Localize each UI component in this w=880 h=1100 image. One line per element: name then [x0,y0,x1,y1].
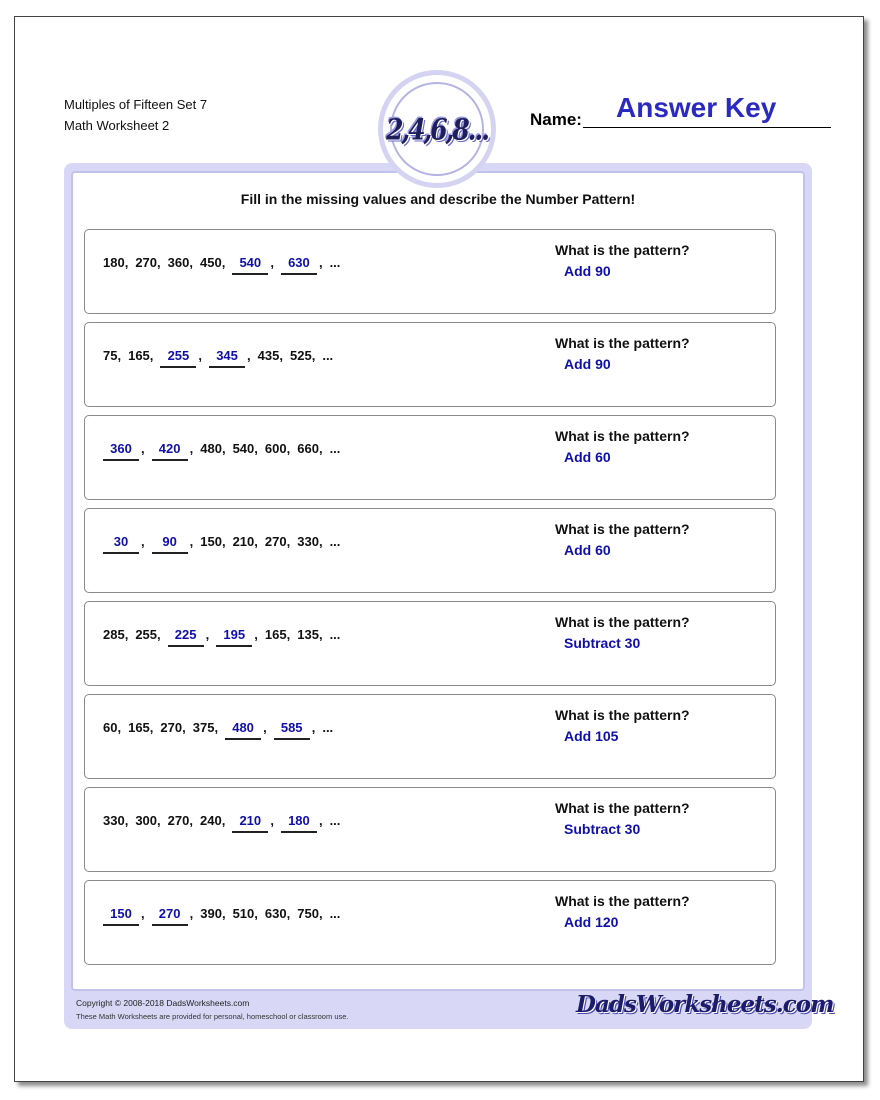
comma-separator: , [254,906,258,921]
comma-separator: , [247,348,251,363]
answer-blank[interactable]: 345 [209,348,245,368]
sequence-term: 390 [200,906,222,921]
comma-separator: , [318,627,323,642]
sequence-term: 165 [264,627,287,642]
pattern-question: What is the pattern? [555,242,690,258]
comma-separator: , [157,813,161,828]
sequence-term: ... [329,906,341,921]
sequence-term: 210 [232,534,255,549]
pattern-answer[interactable]: Add 90 [564,263,611,279]
sequence-term: 270 [135,255,158,270]
sequence-term: 375 [192,720,215,735]
comma-separator: , [270,255,274,270]
pattern-answer[interactable]: Subtract 30 [564,821,641,837]
comma-separator: , [117,348,122,363]
logo-text: 2,4,6,8... [386,112,488,146]
worksheet-subtitle: Math Worksheet 2 [64,118,170,133]
comma-separator: , [149,348,154,363]
problem-box [84,694,776,779]
comma-separator: , [318,441,323,456]
number-sequence [103,255,340,275]
sequence-term: 510 [232,906,255,921]
answer-blank[interactable]: 180 [281,813,317,833]
comma-separator: , [124,627,129,642]
comma-separator: , [318,813,323,828]
answer-blank[interactable]: 150 [103,906,139,926]
comma-separator: , [263,720,267,735]
sequence-term: 630 [264,906,287,921]
pattern-answer[interactable]: Add 60 [564,449,611,465]
comma-separator: , [149,720,154,735]
sequence-term: 330 [297,534,319,549]
comma-separator: , [318,906,323,921]
sequence-term: 150 [200,534,222,549]
comma-separator: , [221,441,226,456]
pattern-question: What is the pattern? [555,335,690,351]
problem-box [84,787,776,872]
sequence-term: ... [329,441,341,456]
answer-blank[interactable]: 630 [281,255,317,275]
instructions: Fill in the missing values and describe the Number Pattern! [240,191,636,207]
comma-separator: , [221,813,226,828]
comma-separator: , [221,906,226,921]
answer-blank[interactable]: 195 [216,627,252,647]
answer-blank[interactable]: 480 [225,720,261,740]
sequence-term: 135 [297,627,319,642]
pattern-answer[interactable]: Add 60 [564,542,611,558]
comma-separator: , [279,348,283,363]
answer-blank[interactable]: 255 [160,348,196,368]
comma-separator: , [311,348,316,363]
sequence-term: 480 [200,441,222,456]
comma-separator: , [157,255,161,270]
pattern-question: What is the pattern? [555,428,690,444]
number-sequence [103,720,333,740]
sequence-term: 255 [135,627,158,642]
sequence-term: 540 [232,441,255,456]
sequence-term: 60 [103,720,118,735]
number-sequence [103,348,333,368]
sequence-term: ... [322,348,334,363]
pattern-question: What is the pattern? [555,614,690,630]
sequence-term: 450 [199,255,222,270]
answer-key-text: Answer Key [616,92,777,123]
sequence-term: 600 [264,441,287,456]
sequence-term: 270 [167,813,190,828]
problem-box [84,229,776,314]
comma-separator: , [189,906,194,921]
pattern-question: What is the pattern? [555,893,690,909]
sequence-term: ... [329,627,341,642]
comma-separator: , [286,906,291,921]
answer-blank[interactable]: 420 [152,441,188,461]
answer-blank[interactable]: 540 [232,255,268,275]
sequence-term: 300 [135,813,158,828]
sequence-term: 240 [199,813,222,828]
comma-separator: , [124,813,129,828]
comma-separator: , [286,627,291,642]
problem-box [84,415,776,500]
comma-separator: , [270,813,274,828]
answer-blank[interactable]: 360 [103,441,139,461]
sequence-term: 660 [297,441,319,456]
sequence-term: 330 [103,813,125,828]
comma-separator: , [117,720,122,735]
comma-separator: , [189,255,193,270]
sequence-term: ... [329,534,341,549]
comma-separator: , [157,627,161,642]
sequence-term: 750 [297,906,319,921]
sequence-term: 285 [103,627,125,642]
comma-separator: , [124,255,129,270]
sequence-term: ... [322,720,334,735]
comma-separator: , [286,534,291,549]
comma-separator: , [254,627,258,642]
comma-separator: , [254,441,258,456]
sequence-term: 165 [128,720,150,735]
pattern-answer[interactable]: Add 105 [564,728,619,744]
worksheet-title: Multiples of Fifteen Set 7 [64,97,208,112]
comma-separator: , [141,441,145,456]
comma-separator: , [311,720,316,735]
number-sequence [103,534,340,554]
answer-blank[interactable]: 90 [152,534,188,554]
name-line [583,127,831,128]
copyright-text: Copyright © 2008-2018 DadsWorksheets.com [76,998,250,1008]
comma-separator: , [189,534,194,549]
problem-box [84,601,776,686]
sequence-term: 165 [128,348,150,363]
answer-blank[interactable]: 30 [103,534,139,554]
answer-blank[interactable]: 270 [152,906,188,926]
pattern-answer[interactable]: Add 90 [564,356,611,372]
sequence-term: ... [329,255,341,270]
answer-blank[interactable]: 585 [274,720,310,740]
comma-separator: , [254,534,258,549]
sequence-term: 435 [257,348,280,363]
number-sequence [103,627,340,647]
name-label: Name: [530,110,582,129]
sequence-term: 360 [167,255,190,270]
number-sequence [103,441,340,461]
comma-separator: , [214,720,219,735]
comma-separator: , [221,255,226,270]
comma-separator: , [198,348,203,363]
comma-separator: , [141,534,145,549]
comma-separator: , [141,906,145,921]
comma-separator: , [318,255,323,270]
comma-separator: , [205,627,210,642]
pattern-question: What is the pattern? [555,800,690,816]
sequence-term: 180 [103,255,125,270]
pattern-question: What is the pattern? [555,521,690,537]
comma-separator: , [182,720,186,735]
sequence-term: 75 [103,348,118,363]
pattern-answer[interactable]: Add 120 [564,914,619,930]
number-sequence [103,906,340,926]
problem-box [84,322,776,407]
comma-separator: , [189,813,193,828]
comma-separator: , [189,441,194,456]
pattern-question: What is the pattern? [555,707,690,723]
comma-separator: , [221,534,226,549]
number-sequence [103,813,340,833]
answer-blank[interactable]: 225 [168,627,204,647]
problem-box [84,508,776,593]
pattern-answer[interactable]: Subtract 30 [564,635,641,651]
problem-box [84,880,776,965]
usage-note: These Math Worksheets are provided for personal, homeschool or classroom use. [76,1012,349,1021]
sequence-term: 525 [290,348,312,363]
logo-badge [378,70,496,188]
sequence-term: 270 [264,534,287,549]
sequence-term: ... [329,813,341,828]
brand-logo[interactable]: DadsWorksheets.com [576,991,834,1018]
answer-blank[interactable]: 210 [232,813,268,833]
sequence-term: 270 [160,720,183,735]
comma-separator: , [286,441,291,456]
comma-separator: , [318,534,323,549]
